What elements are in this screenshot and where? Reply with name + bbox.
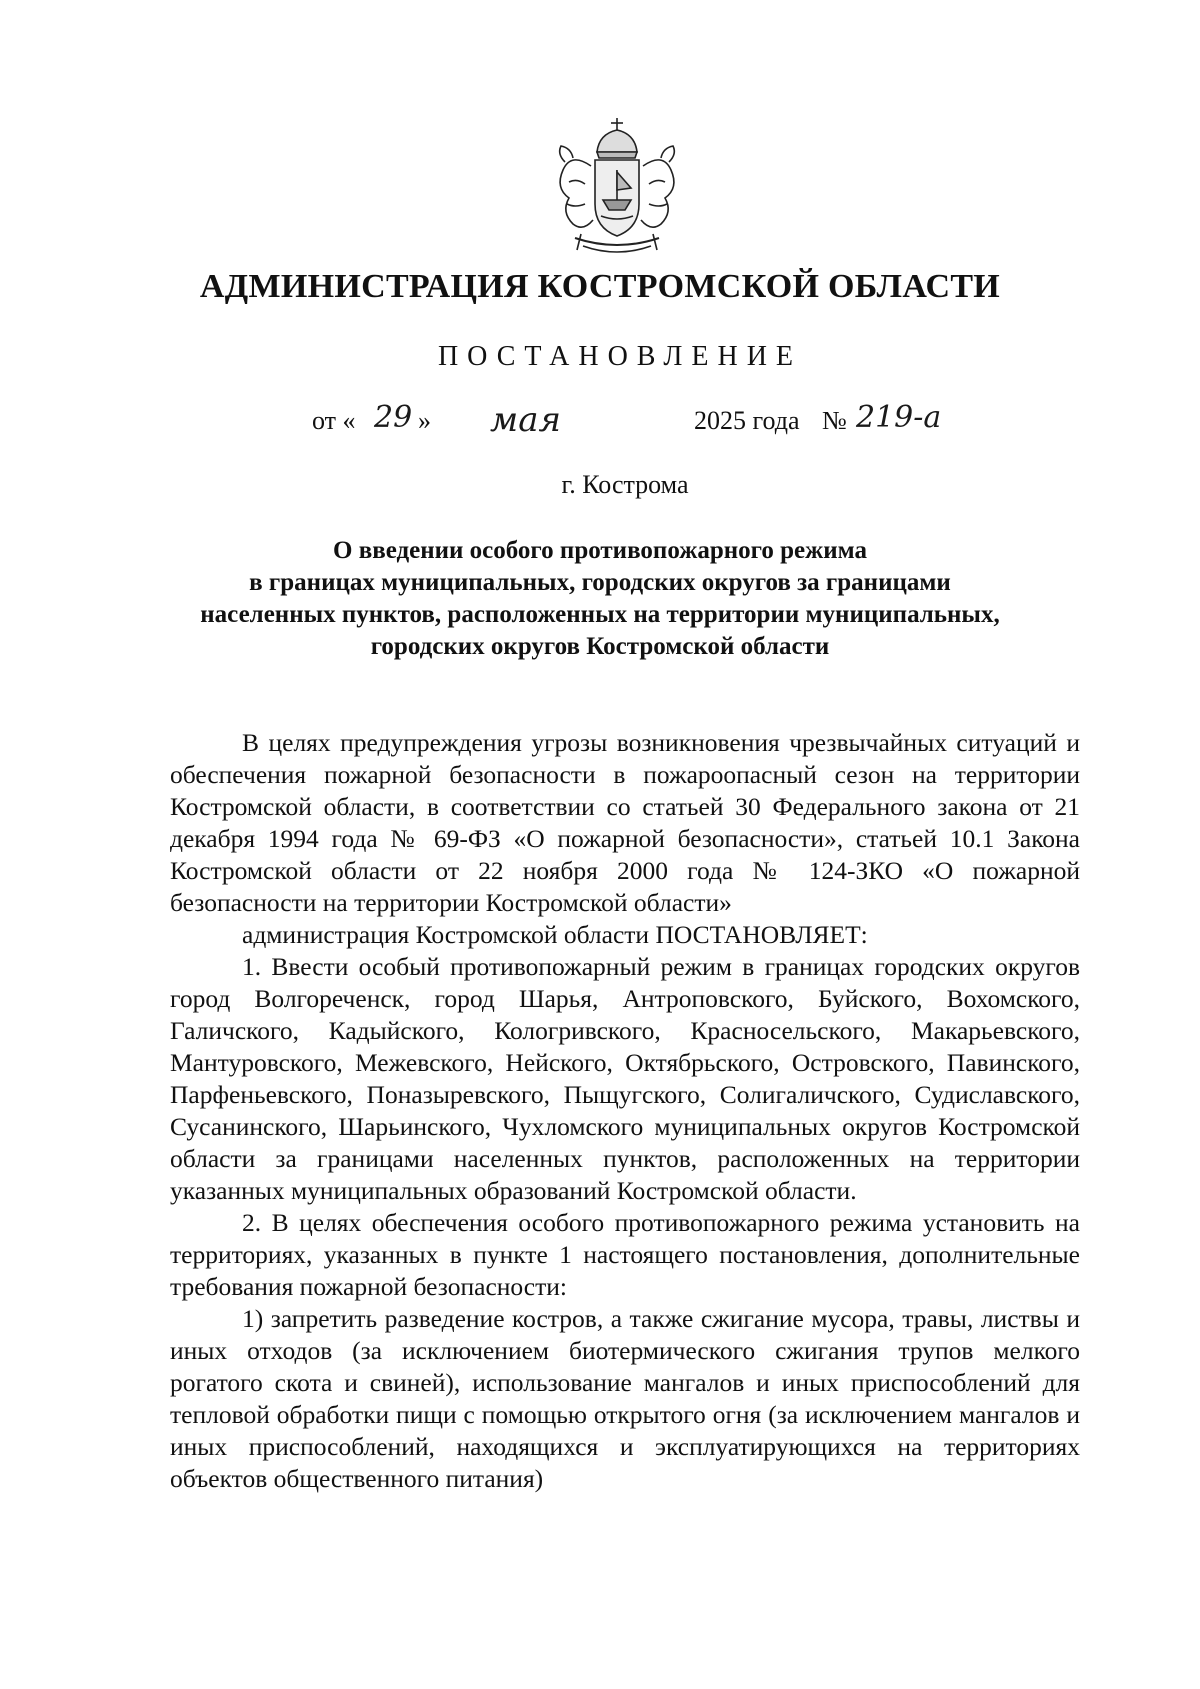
heading-line: О введении особого противопожарного режима bbox=[333, 537, 867, 564]
number-prefix: № bbox=[822, 406, 847, 435]
date-number-line bbox=[0, 400, 1200, 450]
heading-line: в границах муниципальных, городских округов за границами bbox=[249, 569, 951, 596]
resolution-phrase: администрация Костромской области ПОСТАНОВЛЯЕТ: bbox=[242, 920, 868, 949]
preamble-paragraph: В целях предупреждения угрозы возникновения чрезвычайных ситуаций и обеспечения пожарной безопасности в пожароопасный сезон на территории Костромской области, в соответствии со статьей 30 Федерального закона от 21 декабря 1994 года № 69-ФЗ «О пожарной безопасности», статьей 10.1 Закона Костромской области от 22 ноября 2000 года № 124-ЗКО «О пожарной безопасности на территории Костромской области» bbox=[170, 728, 1080, 917]
clause-2-subitem-1: 1) запретить разведение костров, а также сжигание мусора, травы, листвы и иных отходов (за исключением биотермического сжигания трупов мелкого рогатого скота и свиней), использование мангалов и иных приспособлений для тепловой обработки пищи с помощью открытого огня (за исключением мангалов и иных приспособлений, находящихся и эксплуатирующихся на территориях объектов общественного питания) bbox=[170, 1304, 1080, 1493]
heading-line: населенных пунктов, расположенных на территории муниципальных, bbox=[200, 601, 1000, 628]
clause-1: 1. Ввести особый противопожарный режим в границах городских округов город Волгореченск, город Шарья, Антроповского, Буйского, Вохомского, Галичского, Кадыйского, Кологривского, Красносельского, Макарьевского, Мантуровского, Межевского, Нейского, Октябрьского, Островского, Павинского, Парфеньевского, Поназыревского, Пыщугского, Солигаличского, Судиславского, Сусанинского, Шарьинского, Чухломского муниципальных округов Костромской области за границами населенных пунктов, расположенных на территории указанных муниципальных образований Костромской области. bbox=[170, 952, 1080, 1205]
date-day: 29 bbox=[374, 400, 413, 435]
date-month: мая bbox=[490, 400, 561, 440]
organization-title: АДМИНИСТРАЦИЯ КОСТРОМСКОЙ ОБЛАСТИ bbox=[199, 268, 1001, 305]
date-prefix: от « bbox=[312, 406, 356, 435]
document-number: 219-а bbox=[856, 400, 942, 435]
heading-line: городских округов Костромской области bbox=[370, 633, 830, 660]
document-heading bbox=[150, 535, 1050, 663]
clause-2: 2. В целях обеспечения особого противопожарного режима установить на территориях, указанных в пункте 1 настоящего постановления, дополнительные требования пожарной безопасности: bbox=[170, 1208, 1080, 1301]
date-year: 2025 года bbox=[694, 406, 800, 435]
document-type: ПОСТАНОВЛЕНИЕ bbox=[437, 341, 803, 372]
date-close-quote: » bbox=[418, 406, 431, 435]
coat-of-arms-icon bbox=[541, 112, 693, 262]
document-body bbox=[170, 727, 1080, 1495]
city: г. Кострома bbox=[561, 470, 689, 499]
